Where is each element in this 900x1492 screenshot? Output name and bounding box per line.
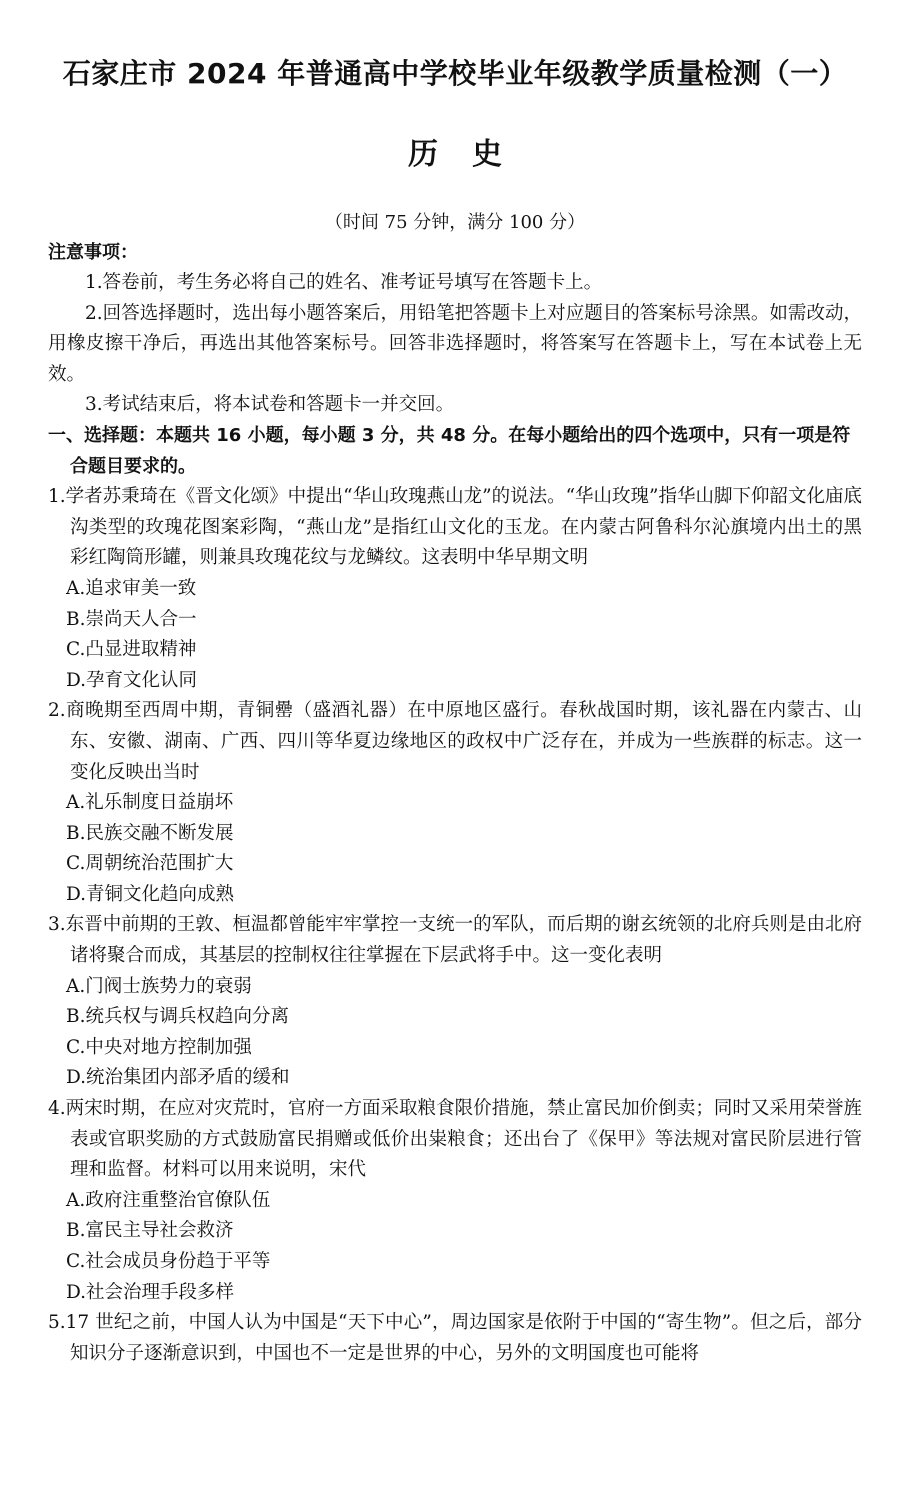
option-b: B.民族交融不断发展 [66,822,234,844]
option-d: D.统治集团内部矛盾的缓和 [66,1067,290,1089]
option-a: A.追求审美一致 [66,577,197,599]
exam-page [0,56,900,1492]
option-c: C.社会成员身份趋于平等 [66,1251,271,1272]
option-c: C.凸显进取精神 [66,639,197,661]
subject-title: 历史 [408,137,536,172]
option-d: D.孕育文化认同 [66,669,198,691]
question-1 [48,482,862,696]
option-list [48,972,862,1094]
option-b: B.统兵权与调兵权趋向分离 [66,1006,289,1028]
option-b: B.富民主导社会救济 [66,1220,234,1242]
time-note: （时间 75 分钟，满分 100 分） [324,212,586,233]
option-a: A.礼乐制度日益崩坏 [66,792,234,814]
question-stem: 2.商晚期至西周中期，青铜罍（盛酒礼器）在中原地区盛行。春秋战国时期，该礼器在内蒙古、山东、安徽、湖南、广西、四川等华夏边缘地区的政权中广泛存在，并成为一些族群的标志。这一变化反映出当时 [48,700,862,783]
question-stem: 5.17 世纪之前，中国人认为中国是“天下中心”，周边国家是依附于中国的“寄生物”。但之后，部分知识分子逐渐意识到，中国也不一定是世界的中心，另外的文明国度也可能将 [48,1312,862,1364]
exam-title: 石家庄市 2024 年普通高中学校毕业年级教学质量检测（一） [62,57,848,90]
question-4 [48,1094,862,1308]
question-stem: 3.东晋中前期的王敦、桓温都曾能牢牢掌控一支统一的军队，而后期的谢玄统领的北府兵则是由北府诸将聚合而成，其基层的控制权往往掌握在下层武将手中。这一变化表明 [48,914,862,967]
option-a: A.政府注重整治官僚队伍 [66,1189,271,1211]
option-d: D.青铜文化趋向成熟 [66,883,235,905]
option-d: D.社会治理手段多样 [66,1281,235,1303]
question-2 [48,696,862,910]
option-list [48,788,862,910]
option-a: A.门阀士族势力的衰弱 [66,975,252,997]
option-c: C.中央对地方控制加强 [66,1036,252,1058]
option-c: C.周朝统治范围扩大 [66,853,234,875]
option-list [48,574,862,696]
notice-heading: 注意事项： [48,242,138,263]
question-3 [48,910,862,1094]
question-stem: 1.学者苏秉琦在《晋文化颂》中提出“华山玫瑰燕山龙”的说法。“华山玫瑰”指华山脚下仰韶文化庙底沟类型的玫瑰花图案彩陶，“燕山龙”是指红山文化的玉龙。在内蒙古阿鲁科尔沁旗境内出土的黑彩红陶筒形罐，则兼具玫瑰花纹与龙鳞纹。这表明中华早期文明 [48,486,862,569]
section-heading: 一、选择题：本题共 16 小题，每小题 3 分，共 48 分。在每小题给出的四个选项中，只有一项是符合题目要求的。 [48,424,851,477]
option-b: B.崇尚天人合一 [66,608,197,630]
notice-item-1: 1.答卷前，考生务必将自己的姓名、准考证号填写在答题卡上。 [85,272,603,293]
question-5 [48,1308,862,1369]
notice-item-2: 2.回答选择题时，选出每小题答案后，用铅笔把答题卡上对应题目的答案标号涂黑。如需改动，用橡皮擦干净后，再选出其他答案标号。回答非选择题时，将答案写在答题卡上，写在本试卷上无效。 [48,302,862,385]
option-list [48,1186,862,1308]
question-stem: 4.两宋时期，在应对灾荒时，官府一方面采取粮食限价措施，禁止富民加价倒卖；同时又采用荣誉旌表或官职奖励的方式鼓励富民捐赠或低价出粜粮食；还出台了《保甲》等法规对富民阶层进行管理和监督。材料可以用来说明，宋代 [48,1098,862,1181]
notice-item-3: 3.考试结束后，将本试卷和答题卡一并交回。 [85,394,455,416]
